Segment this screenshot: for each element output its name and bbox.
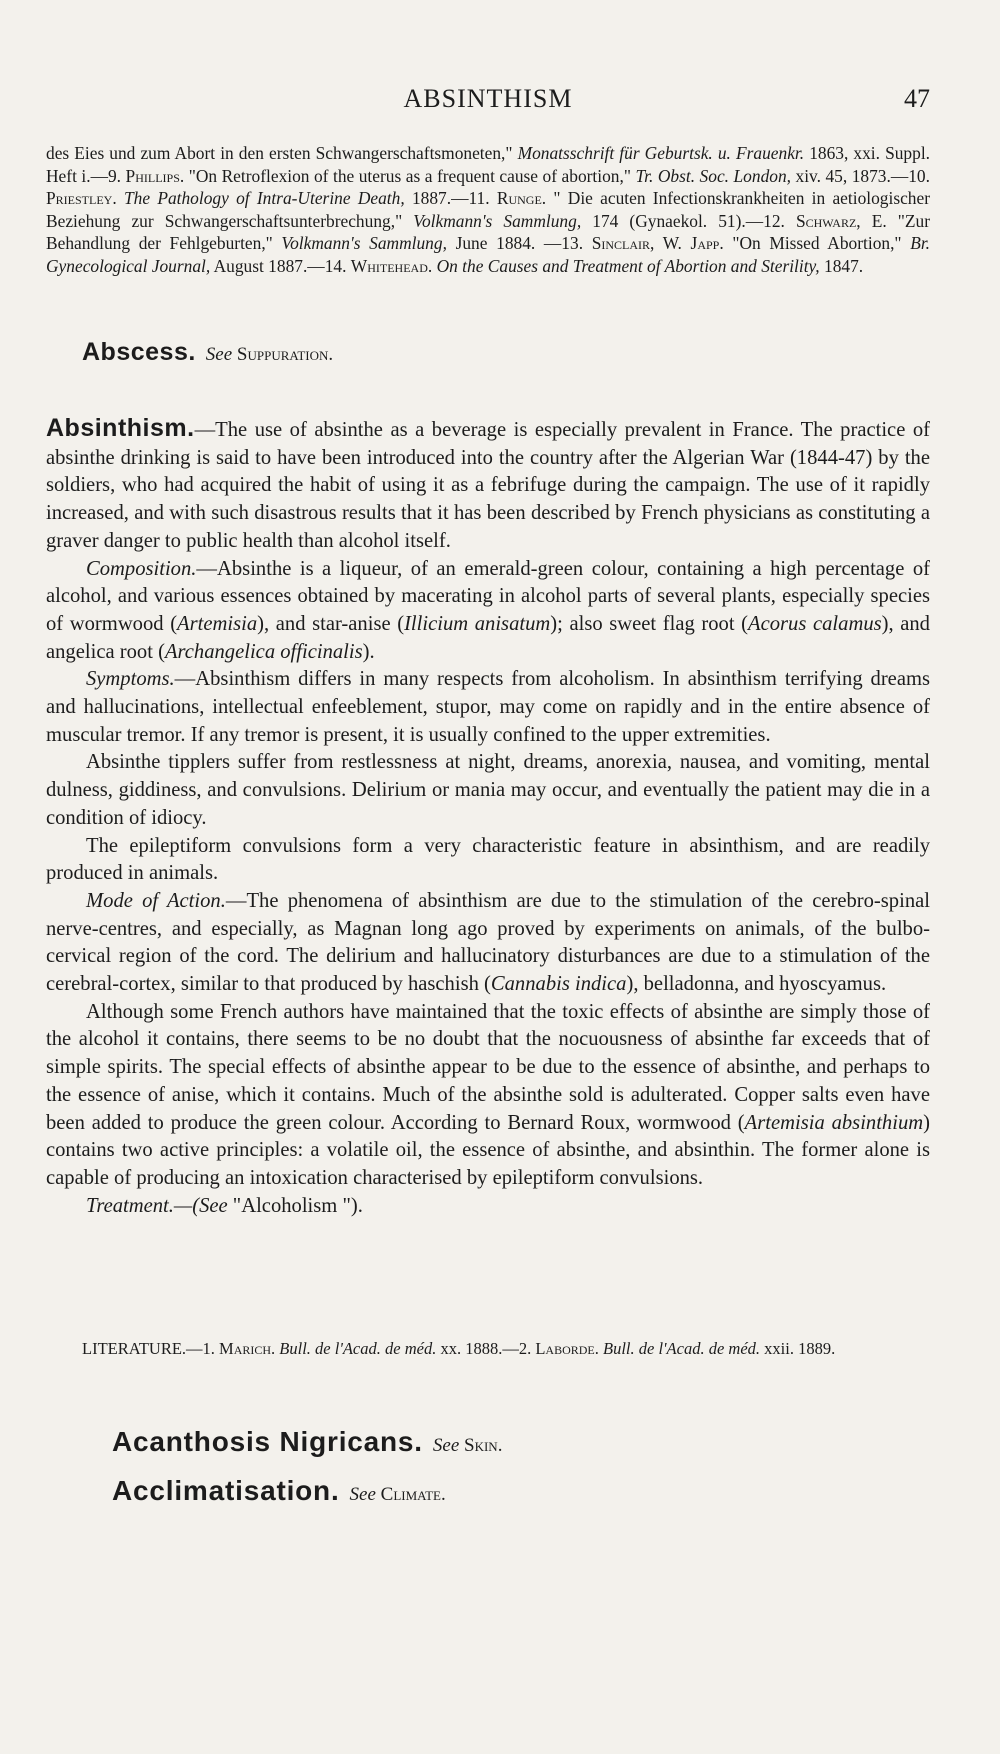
text-run: Although some French authors have maintained that the toxic effects of absinthe are simply those of the alcohol it contains, there seems to be no doubt that the nocuousness of absinthe far exceeds that of simple spirits. The special effects of absinthe appear to be due to the essence of absinthe, and perhaps to the essence of anise, which it contains. Much of the absinthe sold is adulterated. Copper salts even have been added to produce the green colour. According to Bernard Roux, wormwood ( (46, 1000, 930, 1134)
text-run: —Absinthism differs in many respects from alcoholism. In absinthism terrifying dreams and hallucinations, intellectual enfeeblement, stupor, may come on rapidly and in the entire absence of muscular tremor. If any tremor is present, it is usually confined to the upper extremities. (46, 668, 930, 746)
author-name: Marich. (219, 1339, 276, 1358)
entry-headword: Abscess. (82, 338, 196, 366)
author-name: Phillips. (125, 165, 185, 186)
literature-list (82, 1337, 930, 1360)
body-paragraph (46, 556, 930, 667)
references-continued (46, 142, 930, 278)
cross-reference[interactable] (350, 1484, 446, 1505)
italic-run: Archangelica officinalis (164, 640, 363, 663)
italic-run: Tr. Obst. Soc. London, (635, 165, 792, 186)
literature-paragraph (82, 1337, 930, 1360)
entry-acanthosis (112, 1426, 502, 1458)
entry-absinthism (46, 415, 930, 1220)
text-run: 174 (Gynaekol. 51).—12. (581, 210, 796, 231)
text-run: —The phenomena of absinthism are due to the stimulation of the cerebro-spinal nerve-centres, and especially, as Magnan long ago proved by experiments on animals, of the bulbo-cervical region of the cord. The delirium and hallucinatory disturbances are due to a stimulation of the cerebral-cortex, similar to that produced by haschish ( (46, 889, 930, 996)
see-word: See (205, 344, 233, 365)
author-name: Laborde. (535, 1339, 599, 1358)
text-run: "On Retroflexion of the uterus as a frequent cause of abortion," (184, 165, 636, 186)
text-run: ) contains two active principles: a volatile oil, the essence of absinthe, and absinthin. The former alone is capable of producing an intoxication characterised by epileptiform convulsions. (46, 1111, 930, 1189)
see-target: Suppuration. (236, 344, 334, 365)
dictionary-page (46, 0, 930, 1754)
italic-run: Composition. (86, 557, 197, 580)
italic-run: Bull. de l'Acad. de méd. (279, 1339, 437, 1358)
text-run: " Die acuten Infectionskrankheiten in aetiologischer Beziehung zur Schwangerschaftsunterbrechung," (46, 188, 931, 231)
italic-run: Artemisia absinthium (744, 1111, 924, 1134)
text-run: August 1887.—14. (210, 255, 351, 276)
body-paragraph (46, 1193, 930, 1221)
author-name: Priestley. (46, 188, 117, 209)
body-paragraph (46, 415, 930, 556)
author-name: Whitehead. (350, 255, 433, 276)
text-run: —Absinthe is a liqueur, of an emerald-green colour, containing a high percentage of alcohol, and various essences obtained by macerating in alcohol parts of several plants, especially species of wormwood ( (46, 557, 930, 635)
text-run: LITERATURE.—1. (82, 1339, 220, 1358)
absinthism-paragraphs (46, 415, 930, 1220)
text-run: ). (362, 640, 375, 663)
text-run: —The use of absinthe as a beverage is especially prevalent in France. The practice of absinthe drinking is said to have been introduced into the country after the Algerian War (1844-47) by the soldiers, who had acquired the habit of using it as a febrifuge during the campaign. The use of it rapidly increased, and with such disastrous results that it has been described by French physicians as constituting a graver danger to public health than alcohol itself. (46, 419, 930, 552)
italic-run: Acorus calamus (748, 612, 882, 635)
running-title: ABSINTHISM (403, 84, 573, 113)
cross-reference[interactable] (433, 1435, 503, 1456)
body-paragraph (46, 666, 930, 749)
page-number: 47 (904, 84, 930, 113)
text-run: June 1884. —13. (446, 233, 592, 254)
italic-run: Artemisia (177, 612, 258, 635)
text-run: xxii. 1889. (760, 1339, 836, 1358)
see-target: Skin. (464, 1435, 503, 1456)
body-paragraph (46, 833, 930, 888)
entry-headword: Absinthism. (46, 414, 195, 442)
text-run: des Eies und zum Abort in den ersten Schwangerschaftsmoneten," (46, 143, 518, 163)
text-run: ), and angelica root ( (46, 612, 930, 663)
italic-run: Volkmann's Sammlung, (281, 233, 447, 254)
body-paragraph (46, 888, 930, 999)
entry-abscess (82, 338, 333, 367)
author-name: Schwarz, E. (795, 210, 887, 231)
italic-run: Symptoms. (86, 668, 175, 691)
running-header (46, 84, 930, 118)
italic-run: The Pathology of Intra-Uterine Death, (123, 188, 405, 209)
see-word: See (349, 1484, 376, 1505)
text-run: 1847. (819, 255, 864, 276)
text-run: ), belladonna, and hyoscyamus. (626, 973, 887, 996)
italic-run: Bull. de l'Acad. de méd. (603, 1339, 761, 1358)
italic-run: On the Causes and Treatment of Abortion and Sterility, (436, 255, 820, 276)
italic-run: Illicium anisatum (404, 612, 551, 635)
text-run: Absinthe tipplers suffer from restlessness at night, dreams, anorexia, nausea, and vomiting, mental dulness, giddiness, and convulsions. Delirium or mania may occur, and eventually the patient may die in a condition of idiocy. (46, 751, 930, 829)
italic-run: Cannabis indica (490, 973, 627, 996)
italic-run: Monatsschrift für Geburtsk. u. Frauenkr. (517, 143, 805, 163)
italic-run: Mode of Action. (86, 889, 226, 912)
italic-run: Br. Gynecological Journal, (46, 233, 931, 276)
italic-run: Treatment.—(See (86, 1194, 228, 1217)
text-run: ), and star-anise ( (257, 612, 405, 635)
text-run: ); also sweet flag root ( (550, 612, 749, 635)
see-word: See (432, 1435, 460, 1456)
entry-acclimatisation (112, 1475, 446, 1507)
text-run: "Zur Behandlung der Fehlgeburten," (46, 210, 930, 254)
text-run: "On Missed Abortion," (723, 233, 911, 254)
text-run (117, 188, 124, 208)
body-paragraph (46, 999, 930, 1193)
entry-headword: Acclimatisation. (112, 1475, 340, 1506)
entry-headword: Acanthosis Nigricans. (112, 1426, 423, 1457)
see-target: Climate. (380, 1484, 446, 1505)
author-name: Runge. (496, 188, 547, 209)
author-name: Sinclair, W. Japp. (591, 233, 724, 254)
text-run: The epileptiform convulsions form a very characteristic feature in absinthism, and are readily produced in animals. (46, 834, 930, 885)
text-run: 1887.—11. (404, 188, 497, 209)
text-run: 1863, xxi. Suppl. Heft i.—9. (46, 143, 931, 186)
italic-run: Volkmann's Sammlung, (413, 210, 582, 231)
text-run: xx. 1888.—2. (436, 1339, 536, 1358)
text-run: xiv. 45, 1873.—10. (791, 165, 930, 186)
body-paragraph (46, 749, 930, 832)
text-run: "Alcoholism "). (227, 1194, 363, 1217)
references-paragraph (46, 142, 930, 278)
cross-reference[interactable] (206, 344, 333, 365)
